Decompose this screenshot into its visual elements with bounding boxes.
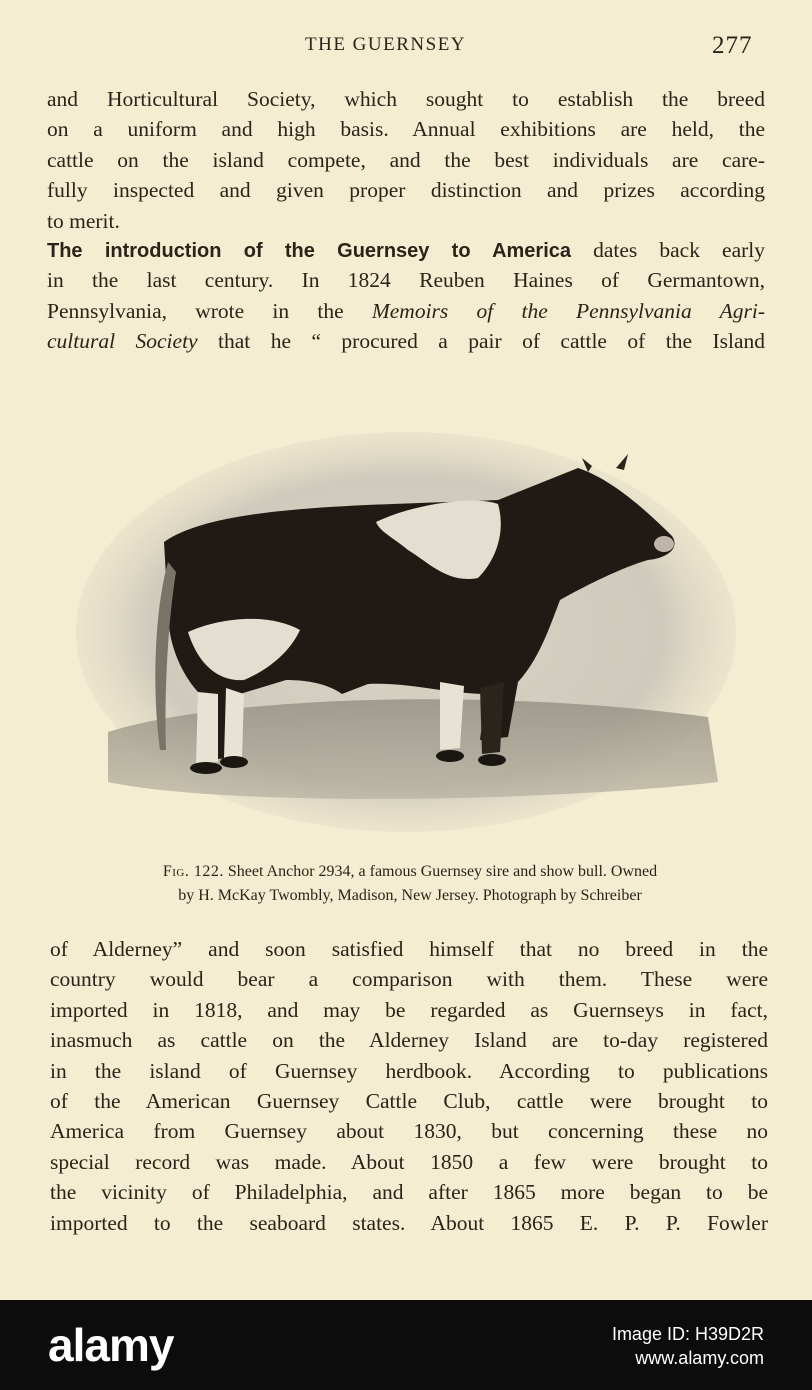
muzzle	[654, 536, 674, 552]
text-run: that he “ procured a pair of cattle of the Island	[197, 329, 766, 354]
caption-line	[70, 860, 750, 884]
fore-leg-left	[440, 682, 464, 750]
hind-leg-left	[196, 692, 218, 764]
text-line: and Horticultural Society, which sought to establish the breed	[47, 87, 765, 111]
text-line: on a uniform and high basis. Annual exhibitions are held, the	[47, 117, 765, 142]
italic-title: cultural Society	[47, 329, 198, 354]
bold-run: of the Guernsey to America	[221, 240, 572, 262]
fore-leg-right	[480, 682, 504, 754]
bull-photograph-svg	[68, 432, 744, 842]
hoof	[220, 756, 248, 768]
text-line: in the island of Guernsey herdbook. According to publications	[50, 1058, 768, 1083]
text-line: the vicinity of Philadelphia, and after 1865 more began to be	[50, 1180, 768, 1205]
horns	[582, 454, 628, 472]
hoof	[190, 762, 222, 774]
text-line: America from Guernsey about 1830, but concerning these no	[50, 1119, 768, 1144]
italic-title: Memoirs of the Pennsylvania Agri-	[371, 298, 765, 323]
paragraph-3	[50, 934, 768, 1238]
text-line: special record was made. About 1850 a few were brought to	[50, 1149, 768, 1174]
text-line: country would bear a comparison with them. These were	[50, 967, 768, 992]
running-head	[0, 30, 812, 64]
caption-label: Fig. 122.	[162, 863, 224, 880]
hoof	[436, 750, 464, 762]
text-line: of the American Guernsey Cattle Club, cattle were brought to	[50, 1088, 768, 1113]
caption-text: Sheet Anchor 2934, a famous Guernsey sire and show bull. Owned	[223, 863, 658, 880]
text-line: inasmuch as cattle on the Alderney Island are to-day registered	[50, 1028, 768, 1053]
text-run: dates back early	[571, 238, 765, 262]
text-line: fully inspected and given proper distinction and prizes according	[47, 178, 765, 203]
page-number: 277	[712, 32, 753, 59]
caption-line: by H. McKay Twombly, Madison, New Jersey. Photograph by Schreiber	[178, 887, 642, 904]
text-line	[47, 296, 765, 326]
text-line: cattle on the island compete, and the best individuals are care-	[47, 147, 765, 172]
hoof	[478, 754, 506, 766]
text-line: of Alderney” and soon satisfied himself that no breed in the	[50, 937, 768, 961]
hind-leg-right	[224, 688, 244, 758]
alamy-logo: alamy	[48, 1319, 174, 1371]
text-line: in the last century. In 1824 Reuben Haines of Germantown,	[47, 268, 765, 293]
running-title: THE GUERNSEY	[305, 34, 467, 55]
stock-footer-bar	[0, 1300, 812, 1390]
image-id-block	[612, 1322, 764, 1370]
paragraph-1	[47, 84, 765, 236]
bold-run: The introduction	[47, 240, 222, 262]
image-id: Image ID: H39D2R	[611, 1324, 764, 1344]
text-line: to merit.	[47, 208, 120, 233]
text-line: imported in 1818, and may be regarded as Guernseys in fact,	[50, 997, 768, 1022]
text-run: Pennsylvania, wrote in the	[47, 298, 372, 323]
text-line	[47, 235, 765, 265]
paragraph-2	[47, 235, 765, 357]
site-url: www.alamy.com	[635, 1348, 764, 1368]
bull-photograph	[68, 432, 744, 842]
text-line	[47, 326, 765, 356]
text-line: imported to the seaboard states. About 1865 E. P. P. Fowler	[50, 1210, 768, 1235]
figure-caption	[70, 860, 750, 908]
